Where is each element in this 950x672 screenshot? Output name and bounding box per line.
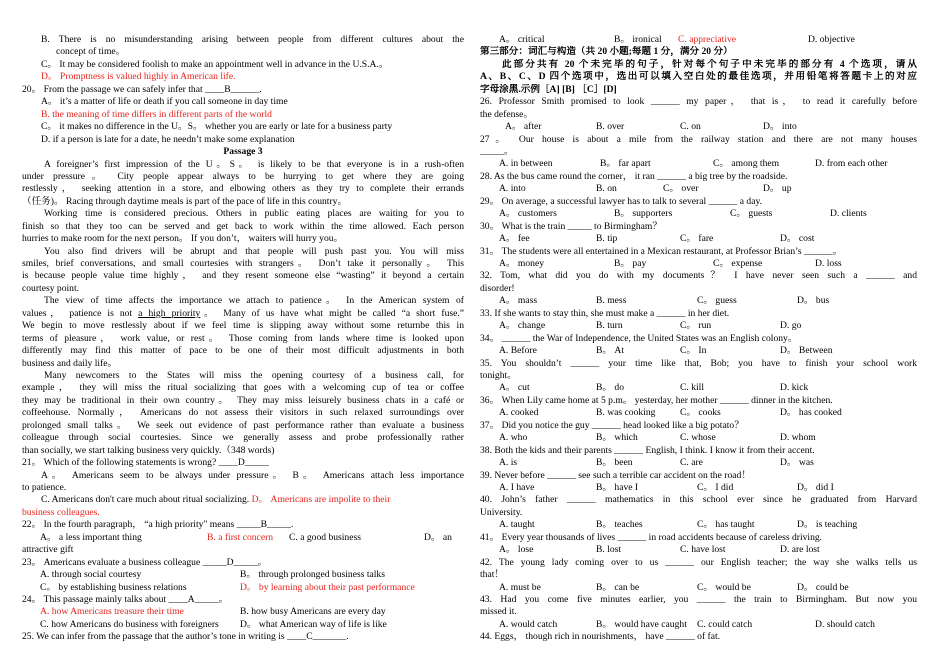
answer-option: D. clients — [830, 208, 867, 220]
answer-option: B. over — [596, 121, 625, 133]
right-text-line: 40. John’s father ______ mathematics in this school ever since he graduated from Harvard — [480, 494, 917, 506]
right-option-row — [480, 320, 917, 332]
answer-option: D。 has cooked — [780, 407, 842, 419]
answer-option: D。 did I — [797, 482, 834, 493]
right-option-row — [480, 158, 917, 170]
answer-option: B。 far apart — [600, 158, 651, 170]
answer-option: B。 do — [596, 382, 624, 394]
left-text-line: attractive gift — [22, 544, 74, 556]
answer-option: B。 pay — [614, 258, 647, 269]
right-text-line: 44. Eggs， though rich in nourishments， have ______ of fat. — [480, 631, 721, 643]
answer-option: C。 among them — [713, 158, 780, 170]
answer-option: A. would catch — [499, 618, 558, 630]
answer-option: C. how Americans do business with foreigners — [40, 618, 219, 630]
left-text-line: courtesy point. — [22, 282, 80, 294]
answer-option: D。 is teaching — [797, 519, 858, 531]
left-text-line: concept of time。 — [56, 46, 126, 58]
right-option-row — [480, 183, 917, 195]
answer-option: C. have lost — [680, 544, 726, 556]
answer-option: D。 by learning about their past performance — [240, 581, 415, 593]
answer-option: B. lost — [596, 544, 622, 556]
answer-option: D. are lost — [780, 544, 820, 556]
left-text-line: they may be traditional in their own country。 They may miss leisurely business chats in a café or — [22, 394, 464, 406]
right-text-line: 31。 The students were all entertained in a Mexican restaurant, at Professor Brian’s ______。 — [480, 245, 843, 257]
answer-option: D. go — [780, 320, 802, 332]
right-text-line: 42. The young lady coming over to us ______ our English teacher; the way she walks tells us — [480, 556, 917, 568]
answer-option: A. cooked — [499, 407, 539, 419]
left-text-line: to patience. — [22, 481, 67, 493]
answer-option: A。 customers — [499, 208, 557, 220]
left-text-line: You also find drivers will be abrupt and that people will push past you. You will miss — [44, 245, 464, 257]
right-option-row — [480, 519, 917, 531]
right-text-line: 27。 Our house is about a mile from the railway station and there are not many houses — [480, 133, 917, 145]
right-option-row — [480, 34, 917, 46]
right-text-line: 43. Had you come five minutes earlier, you ______ the train to Birmingham. But now you — [480, 593, 917, 605]
answer-option: A. how Americans treasure their time — [40, 606, 184, 618]
answer-option: A。 after — [505, 121, 542, 133]
answer-option: B. mess — [596, 295, 627, 307]
answer-option: B. how busy Americans are every day — [240, 606, 386, 618]
answer-option: B。 which — [596, 432, 638, 444]
right-text-line: disorder! — [480, 282, 515, 294]
right-option-row — [480, 582, 917, 594]
right-option-row — [480, 258, 917, 270]
left-text-line: smiles, brief conversations, and small courtesies with strangers。 Don’t take it personally。 This — [22, 258, 464, 270]
left-text-line: prolonged small talks。 We seek out evidence of past performance rather than evaluate a business — [22, 419, 464, 431]
left-text-line: C。 It may be considered foolish to make an appointment well in advance in the U.S.A.。 — [41, 58, 389, 70]
left-text-line: A。 it’s a matter of life or death if you call someone in day time — [41, 96, 288, 108]
right-option-row — [480, 457, 917, 469]
right-text-line: 38. Both the kids and their parents ______ English, I think. I know it from their accent. — [480, 444, 815, 456]
answer-option: A。 change — [499, 320, 546, 332]
left-text-line: 23。 Americans evaluate a business colleague _____D_____。 — [22, 556, 268, 568]
right-text-line: 29。 On average, a successful lawyer has to talk to several ______ a day. — [480, 195, 763, 207]
answer-option: C。 has taught — [697, 519, 755, 531]
answer-option: C。 guests — [730, 208, 773, 220]
left-text-line: B. There is no misunderstanding arising between people from different cultures about the — [41, 34, 464, 45]
underlined-phrase: a high priority — [138, 307, 201, 319]
answer-option: D。 cost — [780, 233, 815, 245]
right-text-line: 37。 Did you notice the guy ______ head looked like a big potato？ — [480, 419, 744, 431]
answer-option: B。 have I — [596, 482, 639, 493]
answer-option: B. tip — [596, 233, 618, 245]
answer-option: D。 what American way of life is like — [240, 618, 387, 630]
answer-option: A. into — [499, 183, 526, 195]
answer-option: C。 In — [680, 345, 707, 357]
right-text-line: 此部分共有 20 个未完毕的句子，针对每个句子中未完毕的部分有 4 个选项，请从 — [502, 58, 917, 70]
left-text-line: business colleagues. — [22, 506, 100, 518]
right-text-line: 26. Professor Smith promised to look ______ my paper， that is， to read it carefully before — [480, 96, 917, 108]
right-option-row — [480, 208, 917, 220]
left-text-line: B. the meaning of time differs in different parts of the world — [41, 108, 272, 120]
answer-option: A. I have — [499, 482, 535, 493]
answer-option: D. from each other — [815, 158, 888, 170]
answer-option: D。 up — [763, 183, 792, 195]
left-option-row — [22, 619, 464, 631]
left-text-line: 20。 From the passage we can safely infer that ____B______. — [22, 83, 262, 95]
answer-option: B。 supporters — [614, 208, 673, 220]
right-text-line: _____。 — [480, 145, 514, 157]
answer-option: A. Before — [499, 345, 537, 357]
answer-option: C。 cooks — [680, 407, 721, 419]
left-option-row — [22, 582, 464, 594]
left-text-line: Many newcomers to the States will miss the opening courtesy of a business call, for — [44, 370, 464, 382]
right-text-line: University. — [480, 506, 523, 518]
answer-option: C. a good business — [289, 531, 361, 543]
left-text-line: A。 Americans seem to be always under pressure。 B。 Americans attach less importance — [41, 469, 464, 481]
answer-option: B。 At — [596, 345, 624, 357]
answer-option: A. who — [499, 432, 528, 444]
left-column — [22, 34, 464, 644]
right-text-line: 30。 What is the train _____ to Birmingham？ — [480, 220, 662, 232]
right-option-row — [480, 619, 917, 631]
left-text-line: （任务)。 Racing through daytime meals is part of the pace of life in this country。 — [22, 195, 348, 207]
answer-option: B。 through prolonged business talks — [240, 569, 385, 581]
answer-option: C. whose — [680, 432, 716, 444]
left-text-line: is because people value time highly， and they resent someone else “wasting” it beyond a certain — [22, 270, 464, 282]
left-text-line: than socially, we start talking business very quickly.（348 words) — [22, 444, 275, 456]
left-text-line: 25. We can infer from the passage that the author’s tone in writing is ____C_______. — [22, 631, 349, 643]
answer-option: B。 would have caught — [596, 618, 687, 630]
left-text-line: C. Americans don't care much about ritual socializing. D。 Americans are impolite to their — [41, 494, 391, 506]
answer-option: A。 money — [499, 258, 545, 269]
right-text-line: 第三部分：词汇与构造（共 20 小题;每题 1 分，满分 20 分） — [480, 46, 733, 58]
right-text-line: 39. Never before ______ see such a terrible car accident on the road！ — [480, 469, 751, 481]
left-option-row — [22, 569, 464, 581]
answer-option: D. whom — [780, 432, 816, 444]
left-option-row — [22, 532, 464, 544]
answer-option: C. are — [680, 457, 703, 469]
answer-option: D. kick — [780, 382, 809, 394]
left-text-line: D. if a person is late for a date, he needn’t make some explanation — [41, 133, 295, 145]
answer-option: C。 by establishing business relations — [40, 581, 187, 593]
left-text-line: D。 Promptness is valued highly in American life. — [41, 71, 236, 83]
left-text-line: C。 it makes no difference in the U。S。 whether you are early or late for a business party — [41, 121, 393, 133]
answer-option: D。 into — [763, 121, 797, 133]
answer-option: D。 could be — [797, 581, 849, 593]
right-option-row — [480, 382, 917, 394]
right-text-line: 36。 When Lily came home at 5 p.m。 yesterday, her mother ______ dinner in the kitchen. — [480, 394, 833, 406]
left-text-line: A foreigner’s first impression of the U。S。 is likely to be that everyone is in a rush-often — [44, 158, 464, 170]
right-option-row — [480, 345, 917, 357]
answer-option: A。 lose — [499, 544, 534, 556]
answer-option: C。 guess — [697, 295, 737, 307]
right-option-row — [480, 544, 917, 556]
answer-option: B. a first concern — [207, 531, 274, 543]
right-text-line: the defense。 — [480, 108, 534, 120]
answer-option: D。 an — [424, 531, 452, 543]
answer-option: B. was cooking — [596, 407, 656, 419]
right-text-line: 字母涂黑.示例［A] [B] ［C］[D] — [480, 83, 617, 95]
answer-option: C。 run — [680, 320, 712, 332]
right-option-row — [480, 407, 917, 419]
right-option-row — [480, 295, 917, 307]
left-text-line: business and daily life。 — [22, 357, 118, 369]
left-text-line: 22。 In the fourth paragraph， “a high priority" means _____B_____. — [22, 519, 294, 531]
right-text-line: 34。 ______ the War of Independence, the United States was an English colony。 — [480, 332, 798, 344]
answer-option: C。 fare — [680, 233, 714, 245]
answer-option: D。 bus — [797, 295, 830, 307]
answer-option: D. objective — [808, 34, 855, 45]
answer-option: A。 critical — [499, 34, 545, 45]
answer-option: B。 can be — [596, 581, 640, 593]
left-text-line: coffeehouse. Normally， Americans do not assess their visitors in such relaxed surroundings over — [22, 407, 464, 419]
answer-option: A. is — [499, 457, 518, 469]
left-text-line: Passage 3 — [223, 146, 263, 158]
right-text-line: A、B、C、D 四个选项中，选出可以填入空白处的最佳选项，并用铅笔将答题卡上的对应 — [480, 71, 917, 83]
answer-option: A. taught — [499, 519, 535, 531]
right-option-row — [480, 121, 917, 133]
answer-option: C. on — [680, 121, 701, 133]
left-option-row — [22, 606, 464, 618]
right-text-line: that！ — [480, 569, 504, 581]
right-text-line: 32. Tom, what did you do with my documents？ I have never seen such a ______ and — [480, 270, 917, 282]
answer-option: C. kill — [680, 382, 704, 394]
left-text-line: example， they will miss the ritual socializing that goes with a welcoming cup of tea or coffee — [22, 382, 464, 394]
answer-option: C。 would be — [697, 581, 751, 593]
answer-option: B。 teaches — [596, 519, 643, 531]
left-text-line: hurries to make room for the next person。 If you don’t， waiters will hurry you。 — [22, 233, 344, 245]
answer-option: B。 ironical — [614, 34, 662, 45]
left-text-line: terms of pleasure， work value, or rest。 Those coming from lands where time is looked upon — [22, 332, 464, 344]
right-option-row — [480, 432, 917, 444]
right-text-line: 33. If she wants to stay thin, she must make a ______ in her diet. — [480, 307, 730, 319]
answer-option: D。 was — [780, 457, 814, 469]
answer-option: A. must be — [499, 581, 541, 593]
left-text-line: restlessly， seeking attention in a store, and elbowing others as they try to complete their errands — [22, 183, 464, 195]
left-text-line: values， patience is not a high priority。 Many of us have what might be called “a short fuse.” — [22, 307, 464, 319]
left-text-line: 24。 This passage mainly talks about ____A_____。 — [22, 594, 229, 606]
answer-option: B. turn — [596, 320, 623, 332]
answer-highlight: D。 Americans are impolite to their — [249, 494, 391, 506]
right-text-line: missed it. — [480, 606, 517, 618]
right-text-line: 35. You shouldn’t ______ your time like that, Bob; you have to finish your school work — [480, 357, 917, 369]
answer-option: D. should catch — [815, 618, 875, 630]
answer-option: C。 expense — [713, 258, 763, 269]
left-text-line: We begin to move restlessly about if we feel time is slipping away without some returnbe this in — [22, 320, 464, 332]
answer-option: A。 mass — [499, 295, 538, 307]
answer-option: A。 fee — [499, 233, 530, 245]
answer-option: D。 Between — [780, 345, 833, 357]
right-text-line: 28. As the bus came round the corner， it ran ______ a big tree by the roadside. — [480, 170, 788, 182]
answer-option: A. in between — [499, 158, 553, 170]
left-text-line: Working time is considered precious. Others in public eating places are waiting for you to — [44, 208, 464, 220]
left-text-line: differently may find this matter of pace to be one of their most difficult adjustments in both — [22, 345, 464, 357]
left-text-line: 21。 Which of the following statements is wrong? ____D_____ — [22, 457, 269, 469]
answer-option: C。 over — [663, 183, 699, 195]
answer-option: C. could catch — [697, 618, 753, 630]
right-text-line: 41。 Every year thousands of lives ______ in road accidents because of careless driving. — [480, 531, 823, 543]
answer-option: A。 a less important thing — [40, 531, 142, 543]
answer-option: C。 I did — [697, 482, 734, 493]
answer-option: A. through social courtesy — [40, 569, 142, 581]
answer-option: B。 been — [596, 457, 633, 469]
answer-option: D. loss — [815, 258, 842, 269]
left-text-line: colleague through social courtesies. Since we generally assess and probe professionally rather — [22, 432, 464, 444]
right-column — [480, 34, 917, 644]
answer-option: C. appreciative — [678, 34, 737, 45]
right-text-line: tonight。 — [480, 369, 517, 381]
left-text-line: The view of time affects the importance we attach to patience。 In the American system of — [44, 295, 464, 307]
right-option-row — [480, 233, 917, 245]
answer-option: A。 cut — [499, 382, 530, 394]
answer-option: B. on — [596, 183, 617, 195]
left-text-line: finish so that they too can be served and get back to work within the time allowed. Each person — [22, 220, 464, 232]
left-text-line: under pressure。 City people appear always to be hurrying to get where they are going — [22, 170, 464, 182]
right-option-row — [480, 482, 917, 494]
